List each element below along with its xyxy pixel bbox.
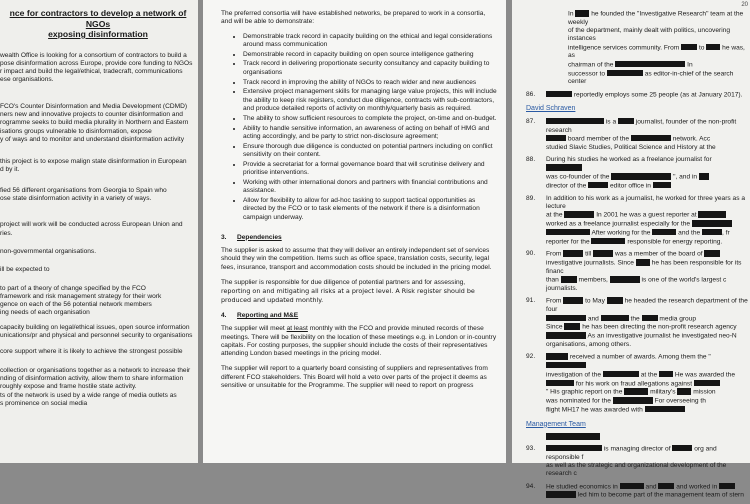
text-span: and worked in [676, 483, 718, 491]
redaction-bar [564, 211, 594, 218]
list-item: • Demonstrable record in capacity building on open source intelligence gathering [243, 51, 497, 59]
text-line [546, 353, 748, 371]
redaction-bar [618, 118, 634, 125]
text-span: successor to [568, 70, 606, 78]
text-span: the [630, 315, 640, 322]
paragraph [0, 221, 196, 238]
redaction-bar [610, 276, 640, 283]
document-title [0, 8, 196, 40]
text-line: gence on each of the 56 potential network members [0, 301, 152, 309]
text-span: at the [546, 211, 563, 219]
redaction-bar [699, 173, 709, 180]
redaction-bar [642, 315, 658, 322]
paragraph [0, 367, 196, 408]
text-span: chairman of the [568, 61, 614, 69]
text-span-underlined: at least [286, 325, 308, 333]
section-number: 4. [221, 311, 227, 319]
text-line: d by it. [0, 166, 20, 174]
text-span: editor office in [610, 182, 651, 190]
text-line [546, 276, 748, 285]
text-line [546, 220, 748, 229]
paragraph-number: 90. [526, 250, 536, 258]
text-line [546, 182, 748, 191]
text-line [546, 229, 748, 238]
text-line: pose disinformation across Europe, provide core funding to NGOs [0, 59, 193, 67]
text-span: and the [678, 229, 701, 237]
text-line: ries. [0, 229, 13, 237]
text-span: He was awarded the [674, 371, 735, 379]
list-item: • Working with other international donors and partners with financial contributions and assistance. [243, 179, 497, 196]
redaction-bar [645, 406, 685, 413]
redaction-bar [546, 332, 586, 339]
section-heading-reporting [221, 312, 497, 320]
redaction-bar [546, 433, 600, 440]
text-line [546, 445, 748, 462]
text-span: org and responsible f [546, 445, 717, 461]
list-item: • Demonstrable track record in capacity building on the ethical and legal considerations around mass communication [243, 33, 497, 50]
numbered-paragraph [526, 250, 748, 293]
redaction-bar [659, 371, 673, 378]
text-line [546, 388, 748, 397]
text-line: ing needs of each organisation [0, 309, 90, 317]
redaction-bar [631, 135, 671, 142]
paragraph [0, 348, 196, 356]
redaction-bar [575, 10, 589, 17]
list-item: • Allow for flexibility to allow for ad-hoc tasking to support tactical opportunities as directed by the FCO or to task elements of the network if there is a disinformation campaign underway. [243, 197, 497, 222]
text-line: isations groups vulnerable to disinformation, expose [0, 127, 152, 135]
redaction-bar [546, 491, 576, 498]
text-span: Since [546, 323, 563, 331]
list-item: • Ability to handle sensitive information, an awareness of acting on behalf of HMG and acting accordingly, and be party to strict non-disclosure agreement; [243, 125, 497, 142]
text-span: led him to become part of the management team of stern [577, 491, 744, 499]
redaction-bar [546, 118, 604, 125]
document-page-right [512, 0, 750, 499]
text-span: till [585, 250, 592, 258]
paragraph [0, 324, 196, 341]
text-line: ts of the network is used by a wide range of media outlets as [0, 391, 177, 399]
text-line: wealth Office is looking for a consortium of contractors to build a [0, 51, 187, 59]
redaction-bar [546, 91, 572, 98]
redaction-bar [704, 250, 720, 257]
text-span: he has been directing the non-profit research agency [582, 323, 737, 331]
numbered-paragraph [526, 156, 748, 191]
text-line: collection or organisations together as a network to increase their [0, 366, 191, 374]
text-line [546, 118, 748, 135]
paragraph [0, 52, 196, 85]
redaction-bar [692, 220, 732, 227]
section-heading-dependencies [221, 234, 497, 242]
paragraph [0, 187, 196, 204]
section-title: Dependencies [237, 233, 282, 241]
paragraph-number: 87. [526, 117, 536, 125]
text-line: capacity building on legal/ethical issues, open source information [0, 323, 190, 331]
section-heading-management-team: Management Team [526, 420, 586, 428]
text-line: framework and risk management strategy for their work [0, 292, 162, 300]
text-span: The supplier will meet [221, 325, 287, 333]
redaction-bar [563, 250, 583, 257]
numbered-paragraph [526, 483, 748, 501]
redaction-bar [702, 229, 722, 236]
redaction-bar [546, 353, 568, 360]
text-span: than [546, 276, 559, 284]
redaction-bar [546, 380, 574, 387]
list-item: • Extensive project management skills for managing large value projects, this will include the ability to keep risk registers, conduct due diligence, contracts with sub-contractors, and produce detailed reports of activity on monthly/quarterly basis as required. [243, 88, 497, 113]
numbered-paragraph [526, 297, 748, 349]
redaction-bar [546, 445, 602, 452]
text-span: From [546, 250, 562, 258]
redaction-bar [546, 135, 566, 142]
paragraph [0, 266, 196, 274]
text-line: y of ways and to monitor and understand disinformation activity [0, 135, 184, 143]
redaction-bar [672, 445, 692, 452]
text-line: ners new and innovative projects to counter disinformation and [0, 110, 183, 118]
document-page-left [0, 0, 198, 463]
list-item: • Provide a secretariat for a formal governance board that will scrutinise delivery and prioritise interventions. [243, 161, 497, 178]
redaction-bar [615, 61, 685, 68]
text-line [546, 483, 748, 492]
text-line [546, 135, 748, 144]
paragraph-body [546, 156, 748, 191]
redaction-bar [658, 483, 674, 490]
redaction-bar [607, 70, 643, 77]
redaction-bar [677, 388, 691, 395]
text-line: organisations, among others. [546, 340, 632, 348]
text-line [546, 323, 748, 332]
redaction-bar [588, 182, 608, 189]
text-span: reportedly employs some 25 people (as at January 2017). [573, 91, 743, 99]
text-line: this project is to expose malign state disinformation in European [0, 158, 187, 166]
paragraph [0, 158, 196, 175]
redaction-bar [564, 323, 580, 330]
text-span: media group [659, 315, 697, 322]
numbered-paragraph [526, 91, 748, 100]
text-line: of the department, mainly dealt with politics, uncovering instances [568, 27, 730, 43]
redaction-bar [603, 371, 639, 378]
text-span: journalist, founder of the non-profit research [546, 118, 737, 134]
text-span: reporter for the [546, 238, 590, 246]
text-span: investigative journalists. Since [546, 259, 634, 267]
redaction-bar [546, 229, 590, 236]
text-line: roughly expose and frame hostile state activity. [0, 383, 137, 391]
redaction-bar [591, 238, 625, 245]
text-line: studied Slavic Studies, Political Science and History at the [546, 143, 716, 151]
text-line: fied 56 different organisations from Georgia to Spain who [0, 186, 167, 194]
text-line [546, 259, 748, 276]
text-line [546, 211, 748, 220]
paragraph-body [546, 10, 748, 87]
text-span: is one of the world's largest c [641, 276, 727, 284]
text-line: non-governmental organisations. [0, 247, 97, 255]
numbered-paragraph [526, 118, 748, 152]
text-line: In addition to his work as a journalist, he worked for three years as a lecture [546, 194, 746, 210]
text-span: for his work on fraud allegations against [575, 380, 693, 388]
text-span: members, [578, 276, 608, 284]
text-span: " His graphic report on the [546, 388, 623, 396]
text-line [546, 297, 748, 314]
text-span: to [698, 44, 705, 52]
paragraph [221, 325, 497, 358]
redaction-bar [601, 315, 629, 322]
text-line [546, 173, 748, 182]
text-span: he founded the "Investigative Research" team at the weekly [568, 10, 744, 26]
list-item: • Track record in delivering proportionate security consultancy and capacity building to organisations [243, 60, 497, 77]
document-page-middle [203, 0, 506, 463]
section-number: 3. [221, 233, 227, 241]
person-name-heading: David Schraven [526, 105, 576, 113]
text-line [568, 70, 748, 87]
paragraph-highlighted: reporting on and mitigating all risks at a project level. A Risk register should be produced and updated monthly. [221, 287, 475, 304]
requirements-list [221, 33, 497, 222]
paragraph-body [546, 195, 748, 247]
text-span: mission [693, 388, 716, 396]
redaction-bar [653, 182, 671, 189]
text-line: r impact and build the legal/ethical, tradecraft, communications [0, 68, 183, 76]
text-span: flight MH17 he was awarded with [546, 406, 643, 414]
numbered-paragraph [526, 195, 748, 247]
text-line [568, 10, 748, 27]
numbered-paragraph [526, 353, 748, 415]
redaction-bar [546, 362, 586, 369]
text-span: intelligence services community. From [568, 44, 680, 52]
redaction-bar [561, 276, 577, 283]
redaction-bar [546, 315, 586, 322]
text-span: director of the [546, 182, 587, 190]
text-line [546, 156, 748, 173]
redaction-bar [694, 380, 720, 387]
text-line [546, 371, 748, 380]
text-line: core support where it is likely to achieve the strongest possible [0, 348, 183, 356]
text-span: he headed the research department of the four [546, 297, 748, 314]
title-line: exposing disinformation [48, 29, 148, 39]
text-span: is a [605, 118, 617, 126]
text-line [546, 406, 748, 415]
text-line [546, 250, 748, 259]
paragraph-body [546, 91, 748, 100]
redaction-bar [546, 164, 582, 171]
paragraph [0, 248, 196, 256]
text-span: He studied economics in [546, 483, 618, 491]
text-span: was co-founder of the [546, 173, 610, 181]
redaction-bar [563, 297, 583, 304]
text-span: received a number of awards. Among them the " [569, 353, 711, 361]
page-number: 20 [741, 2, 748, 8]
paragraph-body [546, 250, 748, 293]
paragraph-number: 88. [526, 155, 536, 163]
text-span: he has been responsible for its financ [546, 259, 742, 276]
text-span: board member of the [567, 135, 630, 143]
paragraph-number: 89. [526, 194, 536, 202]
text-span: After working for the [591, 229, 651, 237]
redaction-bar [681, 44, 697, 51]
page-left-content [0, 8, 196, 414]
text-line: as well as the strategic and organizational development of the research c [546, 461, 727, 478]
text-span: at the [640, 371, 658, 379]
paragraph-body [546, 118, 748, 152]
redaction-bar [613, 397, 653, 404]
paragraph-body [546, 445, 748, 479]
text-span: investigation of the [546, 371, 601, 379]
paragraph-body [546, 353, 748, 415]
title-line: nce for contractors to develop a network of NGOs [9, 8, 187, 29]
redaction-bar [624, 388, 648, 395]
text-span: worked as a freelance journalist especially for the [546, 220, 691, 228]
redaction-bar [593, 250, 613, 257]
intro-paragraph: The preferred consortia will have established networks, be prepared to work in a consortia, and will be able to demonstrate: [221, 10, 486, 26]
paragraph-body [546, 297, 748, 349]
redacted-line [526, 433, 748, 442]
page-middle-content [221, 10, 497, 396]
list-item: • Ensure thorough due diligence is conducted on potential partners including on conflict sensitivity on their content. [243, 143, 497, 160]
text-line: ose state disinformation activity in a variety of ways. [0, 195, 152, 203]
paragraph-body [546, 483, 748, 501]
text-span: to May [585, 297, 605, 305]
text-line [546, 315, 748, 324]
text-span: was a member of the board of [615, 250, 703, 258]
text-line: unications/pr and physical and personnel security to organisations [0, 332, 193, 340]
redaction-bar [719, 483, 735, 490]
redaction-bar [706, 44, 720, 51]
text-span: responsible for energy reporting. [627, 238, 723, 246]
text-span: For overseeing th [654, 397, 706, 405]
text-span: In [568, 10, 574, 18]
text-span: he was, as [568, 44, 745, 60]
text-span: From [546, 297, 562, 305]
text-span: , fr [722, 229, 730, 237]
text-line: ese organisations. [0, 76, 54, 84]
text-line [568, 44, 748, 61]
text-span: In 2001 he was a guest reporter at [596, 211, 697, 219]
text-span: as editor-in-chief of the search center [568, 70, 734, 86]
paragraph-number: 91. [526, 297, 536, 305]
text-span: During his studies he worked as a freelance journalist for [546, 155, 712, 163]
paragraph: The supplier is responsible for due diligence of potential partners and for assessing, [221, 279, 466, 287]
text-line: nding of disinformation activity, allow them to share information [0, 374, 184, 382]
paragraph-number: 93. [526, 444, 536, 452]
paragraph [0, 103, 196, 144]
paragraph-number: 94. [526, 482, 536, 490]
text-line: ill be expected to [0, 266, 50, 274]
paragraph: The supplier is asked to assume that they will deliver an entirely independent set of services should they win the competition. Items such as office space, translation costs, security, legal fees, insurance, transport and accommodation costs should be included in the pricing model. [221, 247, 492, 271]
text-line [546, 238, 748, 247]
text-span: network. Acc [672, 135, 711, 143]
section-title: Reporting and M&E [237, 311, 299, 319]
paragraph [0, 285, 196, 318]
paragraph-body [546, 433, 748, 442]
page-left-body [0, 52, 196, 409]
text-line [568, 61, 748, 70]
text-span: is managing director of [603, 445, 671, 453]
redaction-bar [607, 297, 623, 304]
page-right-content [526, 10, 748, 504]
paragraph-number: 86. [526, 90, 536, 98]
paragraph-number: 92. [526, 353, 536, 361]
redaction-bar [636, 259, 650, 266]
text-line: FCO's Counter Disinformation and Media Development (CDMD) [0, 102, 188, 110]
text-line: s prominence on social media [0, 399, 88, 407]
text-line: project will work will be conducted across European Union and [0, 221, 183, 229]
text-span: monthly with the FCO and provide minuted records of these meetings. There will be flexibility on the location of these meetings e.g. in London or in-country capitals. For costing purposes, the supplier should include the costs of their representatives attending London based meetings in the pricing model. [221, 325, 497, 358]
list-item: • The ability to show sufficient resources to complete the project, on-time and on-budget. [243, 115, 497, 123]
text-line: rogramme seeks to build media plurality in Northern and Eastern [0, 119, 189, 127]
text-span: and [587, 315, 599, 322]
numbered-paragraph [526, 445, 748, 479]
redaction-bar [611, 173, 671, 180]
paragraph: The supplier will report to a quarterly board consisting of suppliers and representatives from different FCO stakeholders. This Board will hold a veto over parts of the project it deems as sensitive or unsuitable for the Programme. The supplier will need to report on progress [221, 365, 488, 389]
text-line: to part of a theory of change specified by the FCO [0, 284, 146, 292]
text-span: military's [650, 388, 676, 396]
list-item: • Track record in improving the ability of NGOs to reach wider and new audiences [243, 79, 497, 87]
redaction-bar [652, 229, 676, 236]
text-line [546, 332, 748, 341]
text-line [546, 491, 748, 500]
text-span: ", and in [673, 173, 698, 181]
numbered-paragraph [526, 10, 748, 87]
redaction-bar [698, 211, 726, 218]
text-span: and [645, 483, 657, 491]
text-line [546, 380, 748, 389]
text-line: journalists. [546, 285, 578, 293]
redaction-bar [620, 483, 644, 490]
text-line [546, 397, 748, 406]
text-span: In [687, 61, 693, 69]
text-span: was nominated for the [546, 397, 611, 405]
text-span: As an investigative journalist he investigated neo-N [587, 332, 737, 340]
